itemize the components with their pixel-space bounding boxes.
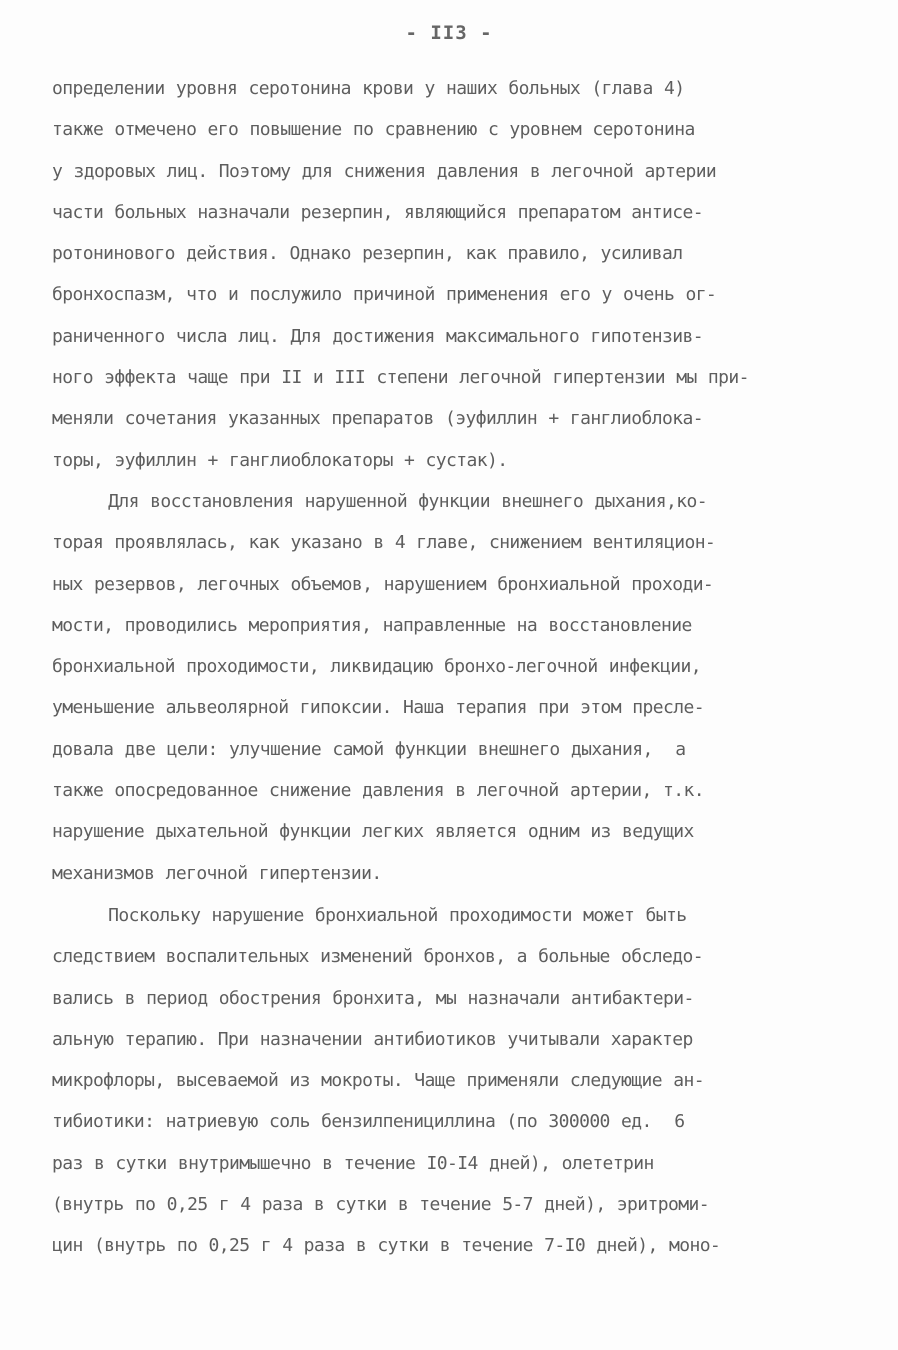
- paragraph-1: [52, 68, 862, 481]
- text-line: торы, эуфиллин + ганглиоблокаторы + сустак).: [52, 449, 508, 471]
- text-line: меняли сочетания указанных препаратов (эуфиллин + ганглиоблока-: [52, 408, 703, 430]
- text-line: довала две цели: улучшение самой функции внешнего дыхания, а: [52, 738, 686, 760]
- text-line: бронхиальной проходимости, ликвидацию бронхо-легочной инфекции,: [52, 656, 701, 678]
- text-line: уменьшение альвеолярной гипоксии. Наша терапия при этом пресле-: [52, 697, 704, 719]
- text-line: Поскольку нарушение бронхиальной проходимости может быть: [52, 905, 687, 926]
- paragraph-2: [52, 481, 862, 894]
- text-line: Для восстановления нарушенной функции внешнего дыхания,ко-: [52, 491, 707, 512]
- text-line: ных резервов, легочных объемов, нарушением бронхиальной проходи-: [52, 573, 714, 595]
- text-line: нарушение дыхательной функции легких является одним из ведущих: [52, 821, 694, 843]
- text-line: ного эффекта чаще при II и III степени легочной гипертензии мы при-: [52, 367, 749, 389]
- paragraph-3: [52, 895, 862, 1267]
- text-line: мости, проводились мероприятия, направленные на восстановление: [52, 614, 692, 636]
- text-line: раниченного числа лиц. Для достижения максимального гипотензив-: [52, 325, 703, 347]
- text-line: части больных назначали резерпин, являющийся препаратом антисе-: [52, 201, 703, 223]
- text-line: микрофлоры, высеваемой из мокроты. Чаще применяли следующие ан-: [52, 1070, 704, 1092]
- text-line: ротонинового действия. Однако резерпин, как правило, усиливал: [52, 243, 683, 265]
- text-line: следствием воспалительных изменений бронхов, а больные обследо-: [52, 946, 703, 968]
- text-line: также опосредованное снижение давления в легочной артерии, т.к.: [52, 780, 704, 802]
- text-line: раз в сутки внутримышечно в течение I0-I4 дней), олететрин: [52, 1152, 654, 1174]
- page-number: - II3 -: [405, 22, 493, 44]
- text-line: тибиотики: натриевую соль бензилпенициллина (по 300000 ед. 6: [52, 1111, 685, 1133]
- text-line: цин (внутрь по 0,25 г 4 раза в сутки в течение 7-I0 дней), моно-: [52, 1235, 721, 1257]
- text-line: (внутрь по 0,25 г 4 раза в сутки в течение 5-7 дней), эритроми-: [52, 1194, 709, 1216]
- text-line: альную терапию. При назначении антибиотиков учитывали характер: [52, 1028, 693, 1050]
- text-line: у здоровых лиц. Поэтому для снижения давления в легочной артерии: [52, 160, 717, 182]
- text-line: также отмечено его повышение по сравнению с уровнем серотонина: [52, 119, 695, 141]
- text-line: определении уровня серотонина крови у наших больных (глава 4): [52, 78, 685, 99]
- text-line: торая проявлялась, как указано в 4 главе, снижением вентиляцион-: [52, 532, 716, 554]
- text-line: бронхоспазм, что и послужило причиной применения его у очень ог-: [52, 284, 717, 306]
- text-line: вались в период обострения бронхита, мы назначали антибактери-: [52, 987, 694, 1009]
- text-line: механизмов легочной гипертензии.: [52, 862, 382, 884]
